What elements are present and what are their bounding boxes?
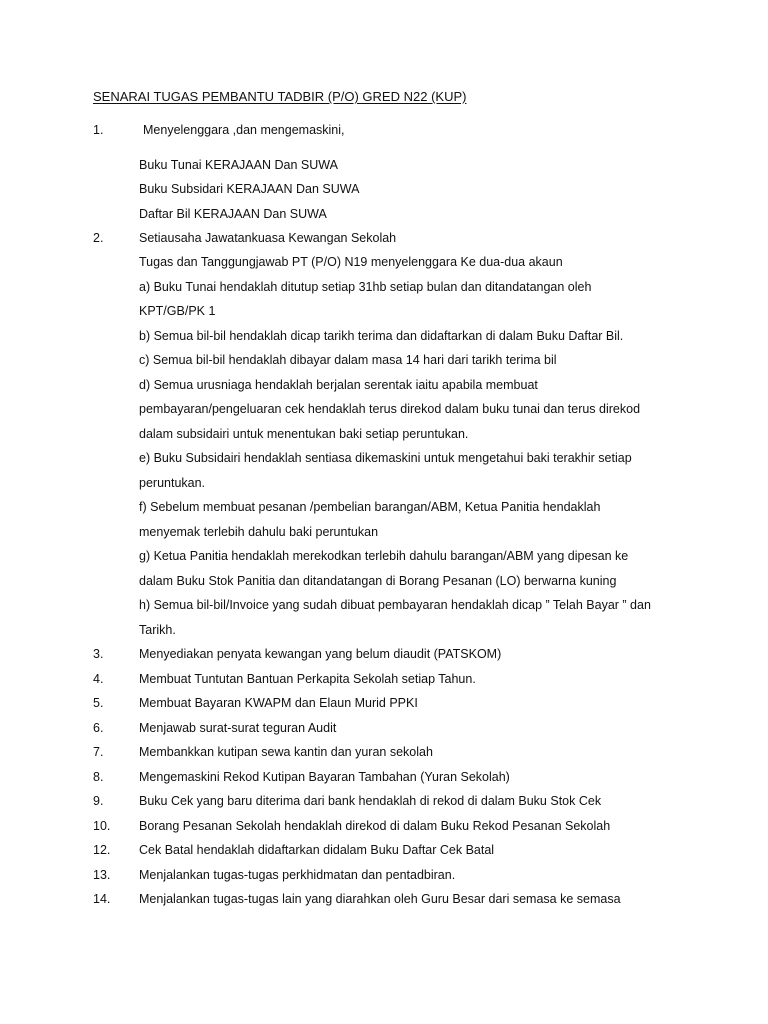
item-2-line: peruntukan.	[139, 476, 206, 490]
item-2-line: KPT/GB/PK 1	[139, 304, 216, 318]
item-text: Mengemaskini Rekod Kutipan Bayaran Tambahan (Yuran Sekolah)	[139, 770, 510, 784]
item-text: Cek Batal hendaklah didaftarkan didalam Buku Daftar Cek Batal	[139, 843, 495, 857]
item-2-line: Tarikh.	[139, 623, 176, 637]
item-1-book: Daftar Bil KERAJAAN Dan SUWA	[139, 207, 327, 221]
item-2-line: f) Sebelum membuat pesanan /pembelian barangan/ABM, Ketua Panitia hendaklah	[139, 500, 601, 514]
item-number: 4.	[93, 672, 104, 686]
item-2-heading: Setiausaha Jawatankuasa Kewangan Sekolah	[139, 231, 397, 245]
item-number: 12.	[93, 843, 111, 857]
item-2-line: h) Semua bil-bil/Invoice yang sudah dibuat pembayaran hendaklah dicap ” Telah Bayar ” dan	[139, 598, 651, 612]
item-1-heading: Menyelenggara ,dan mengemaskini,	[143, 123, 345, 137]
item-2-line: menyemak terlebih dahulu baki peruntukan	[139, 525, 379, 539]
item-number: 7.	[93, 745, 104, 759]
item-text: Membuat Bayaran KWAPM dan Elaun Murid PPKI	[139, 696, 418, 710]
item-text: Membuat Tuntutan Bantuan Perkapita Sekolah setiap Tahun.	[139, 672, 476, 686]
item-2-line: b) Semua bil-bil hendaklah dicap tarikh terima dan didaftarkan di dalam Buku Daftar Bil.	[139, 329, 624, 343]
item-number: 5.	[93, 696, 104, 710]
item-2-line: Tugas dan Tanggungjawab PT (P/O) N19 menyelenggara Ke dua-dua akaun	[139, 255, 563, 269]
item-2-line: d) Semua urusniaga hendaklah berjalan serentak iaitu apabila membuat	[139, 378, 538, 392]
item-text: Menjawab surat-surat teguran Audit	[139, 721, 337, 735]
item-1-book: Buku Subsidari KERAJAAN Dan SUWA	[139, 182, 360, 196]
item-number: 13.	[93, 868, 111, 882]
item-number: 8.	[93, 770, 104, 784]
item-2-line: dalam subsidairi untuk menentukan baki setiap peruntukan.	[139, 427, 469, 441]
item-number: 14.	[93, 892, 111, 906]
item-text: Membankkan kutipan sewa kantin dan yuran sekolah	[139, 745, 433, 759]
item-2-line: dalam Buku Stok Panitia dan ditandatangan di Borang Pesanan (LO) berwarna kuning	[139, 574, 617, 588]
item-2-line: a) Buku Tunai hendaklah ditutup setiap 31hb setiap bulan dan ditandatangan oleh	[139, 280, 592, 294]
item-1-book: Buku Tunai KERAJAAN Dan SUWA	[139, 158, 338, 172]
item-text: Menjalankan tugas-tugas lain yang diarahkan oleh Guru Besar dari semasa ke semasa	[139, 892, 621, 906]
item-2-number: 2.	[93, 231, 104, 245]
item-2-line: pembayaran/pengeluaran cek hendaklah terus direkod dalam buku tunai dan terus direkod	[139, 402, 641, 416]
item-number: 10.	[93, 819, 111, 833]
item-text: Menyediakan penyata kewangan yang belum diaudit (PATSKOM)	[139, 647, 502, 661]
item-2-line: e) Buku Subsidairi hendaklah sentiasa dikemaskini untuk mengetahui baki terakhir setiap	[139, 451, 632, 465]
item-number: 6.	[93, 721, 104, 735]
document-title: SENARAI TUGAS PEMBANTU TADBIR (P/O) GRED N22 (KUP)	[93, 89, 467, 104]
item-text: Borang Pesanan Sekolah hendaklah direkod di dalam Buku Rekod Pesanan Sekolah	[139, 819, 611, 833]
item-2-line: g) Ketua Panitia hendaklah merekodkan terlebih dahulu barangan/ABM yang dipesan ke	[139, 549, 629, 563]
item-1-number: 1.	[93, 123, 104, 137]
item-2-line: c) Semua bil-bil hendaklah dibayar dalam masa 14 hari dari tarikh terima bil	[139, 353, 557, 367]
item-text: Menjalankan tugas-tugas perkhidmatan dan pentadbiran.	[139, 868, 456, 882]
item-text: Buku Cek yang baru diterima dari bank hendaklah di rekod di dalam Buku Stok Cek	[139, 794, 602, 808]
item-number: 3.	[93, 647, 104, 661]
item-number: 9.	[93, 794, 104, 808]
